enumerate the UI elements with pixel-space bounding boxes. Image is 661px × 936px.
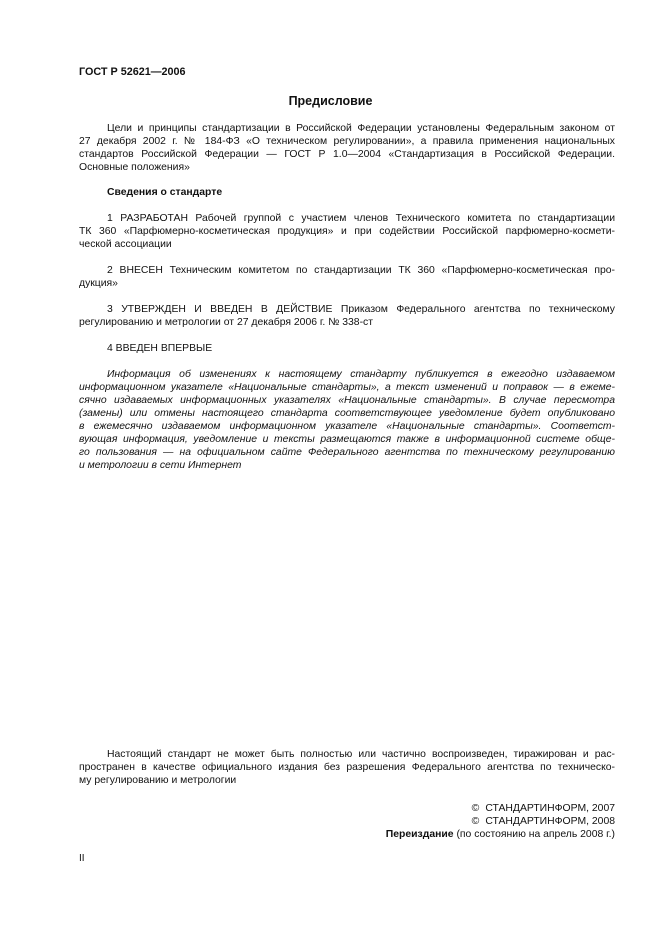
item-developed bbox=[79, 212, 615, 251]
intro-line: 27 декабря 2002 г. № 184-ФЗ «О техническом регулировании», а правила применения национальных bbox=[79, 136, 615, 147]
reissue-line bbox=[386, 828, 615, 841]
copyright-holder: СТАНДАРТИНФОРМ, 2007 bbox=[485, 803, 615, 814]
page-title: Предисловие bbox=[288, 94, 373, 108]
notice-line: в ежемесячно издаваемом информационном указателе «Национальные стандарты». Соответст- bbox=[79, 421, 615, 432]
notice-line: и метрологии в сети Интернет bbox=[79, 460, 242, 471]
item-line: 1 РАЗРАБОТАН Рабочей группой с участием членов Технического комитета по стандартизации bbox=[107, 213, 615, 224]
copyright-notice bbox=[79, 748, 615, 787]
notice-paragraph bbox=[79, 368, 615, 472]
section-heading: Сведения о стандарте bbox=[107, 187, 223, 198]
item-line: регулированию и метрологии от 27 декабря 2006 г. № 338-ст bbox=[79, 317, 373, 328]
intro-line: Цели и принципы стандартизации в Российской Федерации установлены Федеральным законом от bbox=[107, 123, 615, 134]
copyright-notice-line: Настоящий стандарт не может быть полностью или частично воспроизведен, тиражирован и рас- bbox=[107, 749, 615, 760]
copyright-icon: © bbox=[471, 816, 480, 827]
copyright-holder: СТАНДАРТИНФОРМ, 2008 bbox=[485, 816, 615, 827]
document-code: ГОСТ Р 52621—2006 bbox=[79, 66, 186, 78]
notice-line: (замены) или отмены настоящего стандарта соответствующее уведомление будет опубликовано bbox=[79, 408, 615, 419]
page-number: II bbox=[79, 853, 85, 864]
copyright-notice-line: пространен в качестве официального издания без разрешения Федерального агентства по техническо- bbox=[79, 762, 615, 773]
notice-line: вующая информация, уведомление и тексты размещаются также в информационной системе обще- bbox=[79, 434, 615, 445]
copyright-line-2007 bbox=[472, 802, 615, 815]
item-first-time: 4 ВВЕДЕН ВПЕРВЫЕ bbox=[107, 343, 213, 354]
notice-line: сячно издаваемых информационных указателях «Национальные стандарты». В случае пересмотра bbox=[79, 395, 615, 406]
item-introduced bbox=[79, 264, 615, 290]
item-line: ТК 360 «Парфюмерно-косметическая продукция» и при содействии Российской парфюмерно-космети- bbox=[79, 226, 615, 237]
reissue-note: (по состоянию на апрель 2008 г.) bbox=[456, 829, 615, 840]
copyright-line-2008 bbox=[472, 815, 615, 828]
item-approved bbox=[79, 303, 615, 329]
copyright-notice-line: му регулированию и метрологии bbox=[79, 775, 237, 786]
item-line: 2 ВНЕСЕН Техническим комитетом по стандартизации ТК 360 «Парфюмерно-косметическая про- bbox=[107, 265, 615, 276]
notice-line: Информация об изменениях к настоящему стандарту публикуется в ежегодно издаваемом bbox=[107, 369, 615, 380]
item-line: ческой ассоциации bbox=[79, 239, 172, 250]
intro-paragraph bbox=[79, 122, 615, 174]
reissue-label: Переиздание bbox=[385, 829, 454, 840]
intro-line: Основные положения» bbox=[79, 162, 190, 173]
notice-line: го пользования — на официальном сайте Федерального агентства по техническому регулированию bbox=[79, 447, 615, 458]
intro-line: стандартов Российской Федерации — ГОСТ Р 1.0—2004 «Стандартизация в Российской Федерации. bbox=[79, 149, 615, 160]
item-line: дукция» bbox=[79, 278, 118, 289]
item-line: 3 УТВЕРЖДЕН И ВВЕДЕН В ДЕЙСТВИЕ Приказом Федерального агентства по техническому bbox=[107, 304, 615, 315]
notice-line: информационном указателе «Национальные стандарты», а текст изменений и поправок — в ежеме- bbox=[79, 382, 615, 393]
copyright-icon: © bbox=[471, 803, 480, 814]
